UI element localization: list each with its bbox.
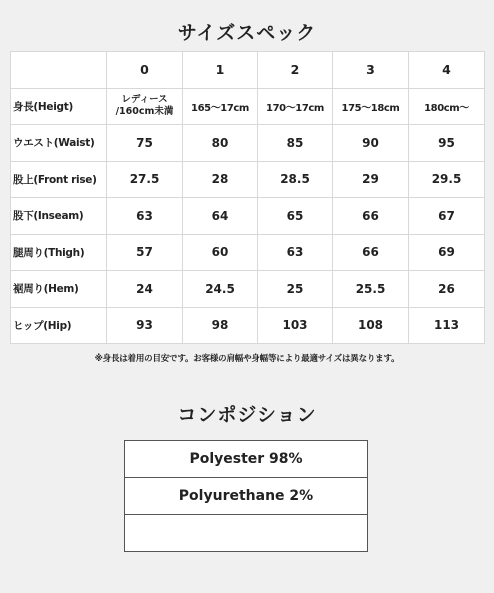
table-cell: 66 <box>333 234 409 271</box>
table-cell: 24.5 <box>183 271 258 308</box>
table-cell: 63 <box>258 234 333 271</box>
header-cell <box>11 52 107 89</box>
table-cell: 69 <box>409 234 485 271</box>
table-cell: 25 <box>258 271 333 308</box>
table-cell: 95 <box>409 125 485 162</box>
table-cell: 27.5 <box>107 161 183 198</box>
table-row-waist <box>11 125 485 162</box>
table-cell: 60 <box>183 234 258 271</box>
table-cell: 90 <box>333 125 409 162</box>
row-label: ウエスト(Waist) <box>11 125 107 162</box>
table-cell: 103 <box>258 307 333 344</box>
row-label: 身長(Heigt) <box>11 88 107 125</box>
table-cell: 26 <box>409 271 485 308</box>
composition-row <box>125 441 368 478</box>
composition-title: コンポジション <box>177 404 317 426</box>
table-row-front-rise <box>11 161 485 198</box>
size-table-header-row <box>11 52 485 89</box>
table-cell: 67 <box>409 198 485 235</box>
header-cell: 2 <box>258 52 333 89</box>
table-cell: 98 <box>183 307 258 344</box>
table-cell: 66 <box>333 198 409 235</box>
size-note: ※身長は着用の目安です。お客様の肩幅や身幅等により最適サイズは異なります。 <box>94 354 400 364</box>
table-cell: レディース /160cm未満 <box>107 88 183 125</box>
table-row-height <box>11 88 485 125</box>
row-label: 股上(Front rise) <box>11 161 107 198</box>
table-cell: 65 <box>258 198 333 235</box>
table-cell: 24 <box>107 271 183 308</box>
table-cell: 165～17cm <box>183 88 258 125</box>
table-cell: 175～18cm <box>333 88 409 125</box>
size-spec-title: サイズスペック <box>177 22 317 44</box>
table-cell: 85 <box>258 125 333 162</box>
header-cell: 3 <box>333 52 409 89</box>
table-cell: 180cm～ <box>409 88 485 125</box>
header-cell: 4 <box>409 52 485 89</box>
table-cell: 80 <box>183 125 258 162</box>
row-label: 裾周り(Hem) <box>11 271 107 308</box>
table-cell: 93 <box>107 307 183 344</box>
table-row-hem <box>11 271 485 308</box>
composition-row <box>125 515 368 552</box>
table-cell: 75 <box>107 125 183 162</box>
composition-item: Polyester 98% <box>125 441 368 478</box>
table-cell: 25.5 <box>333 271 409 308</box>
row-label: ヒップ(Hip) <box>11 307 107 344</box>
table-cell: 108 <box>333 307 409 344</box>
table-row-thigh <box>11 234 485 271</box>
table-cell: 28 <box>183 161 258 198</box>
composition-row <box>125 478 368 515</box>
table-cell: 57 <box>107 234 183 271</box>
table-row-inseam <box>11 198 485 235</box>
row-label: 股下(Inseam) <box>11 198 107 235</box>
composition-table <box>124 440 368 552</box>
table-row-hip <box>11 307 485 344</box>
table-cell: 113 <box>409 307 485 344</box>
table-cell: 63 <box>107 198 183 235</box>
size-spec-table <box>10 51 485 344</box>
table-cell: 29.5 <box>409 161 485 198</box>
header-cell: 0 <box>107 52 183 89</box>
table-cell: 29 <box>333 161 409 198</box>
header-cell: 1 <box>183 52 258 89</box>
composition-item: Polyurethane 2% <box>125 478 368 515</box>
composition-item <box>125 515 368 552</box>
table-cell: 64 <box>183 198 258 235</box>
table-cell: 28.5 <box>258 161 333 198</box>
table-cell: 170～17cm <box>258 88 333 125</box>
row-label: 腿周り(Thigh) <box>11 234 107 271</box>
